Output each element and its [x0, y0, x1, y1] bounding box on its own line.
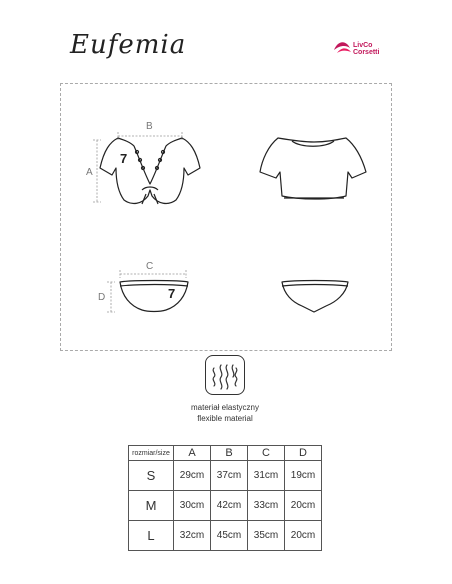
bottom-size-tag: 7: [168, 286, 176, 301]
dim-label-b: B: [146, 121, 153, 132]
top-front-drawing: [100, 138, 200, 204]
table-cell: 33cm: [248, 491, 285, 521]
column-header-d: D: [285, 446, 322, 461]
dimension-d-marker: [107, 282, 115, 312]
table-row: [129, 521, 322, 551]
dim-label-c: C: [146, 261, 154, 272]
table-cell: 31cm: [248, 461, 285, 491]
bottom-front-drawing: [120, 281, 188, 312]
table-cell: 19cm: [285, 461, 322, 491]
dim-label-a: A: [86, 167, 93, 178]
size-table: [128, 445, 322, 551]
dimension-b-marker: [118, 132, 182, 140]
table-row: [129, 461, 322, 491]
table-cell: 45cm: [211, 521, 248, 551]
table-cell: 32cm: [174, 521, 211, 551]
material-label: [150, 402, 300, 424]
bottom-back-drawing: [282, 281, 348, 313]
brand-name: LivCo Corsetti: [353, 42, 380, 56]
table-row: [129, 491, 322, 521]
size-table-header: [129, 446, 322, 461]
material-label-en: flexible material: [197, 414, 253, 423]
top-size-tag: 7: [120, 151, 128, 166]
table-cell: 30cm: [174, 491, 211, 521]
size-label: L: [129, 521, 174, 551]
table-cell: 20cm: [285, 521, 322, 551]
material-label-pl: materiał elastyczny: [190, 403, 260, 412]
column-header-a: A: [174, 446, 211, 461]
table-cell: 37cm: [211, 461, 248, 491]
size-table-corner: rozmiar/size: [129, 446, 174, 461]
dimension-a-marker: [93, 140, 101, 202]
dim-label-d: D: [98, 292, 106, 303]
table-cell: 35cm: [248, 521, 285, 551]
top-back-drawing: [260, 138, 366, 199]
table-cell: 42cm: [211, 491, 248, 521]
size-label: S: [129, 461, 174, 491]
column-header-c: C: [248, 446, 285, 461]
size-label: M: [129, 491, 174, 521]
column-header-b: B: [211, 446, 248, 461]
elastic-stretch-icon: [205, 355, 245, 395]
product-title: Eufemia: [70, 30, 187, 60]
table-cell: 20cm: [285, 491, 322, 521]
table-cell: 29cm: [174, 461, 211, 491]
